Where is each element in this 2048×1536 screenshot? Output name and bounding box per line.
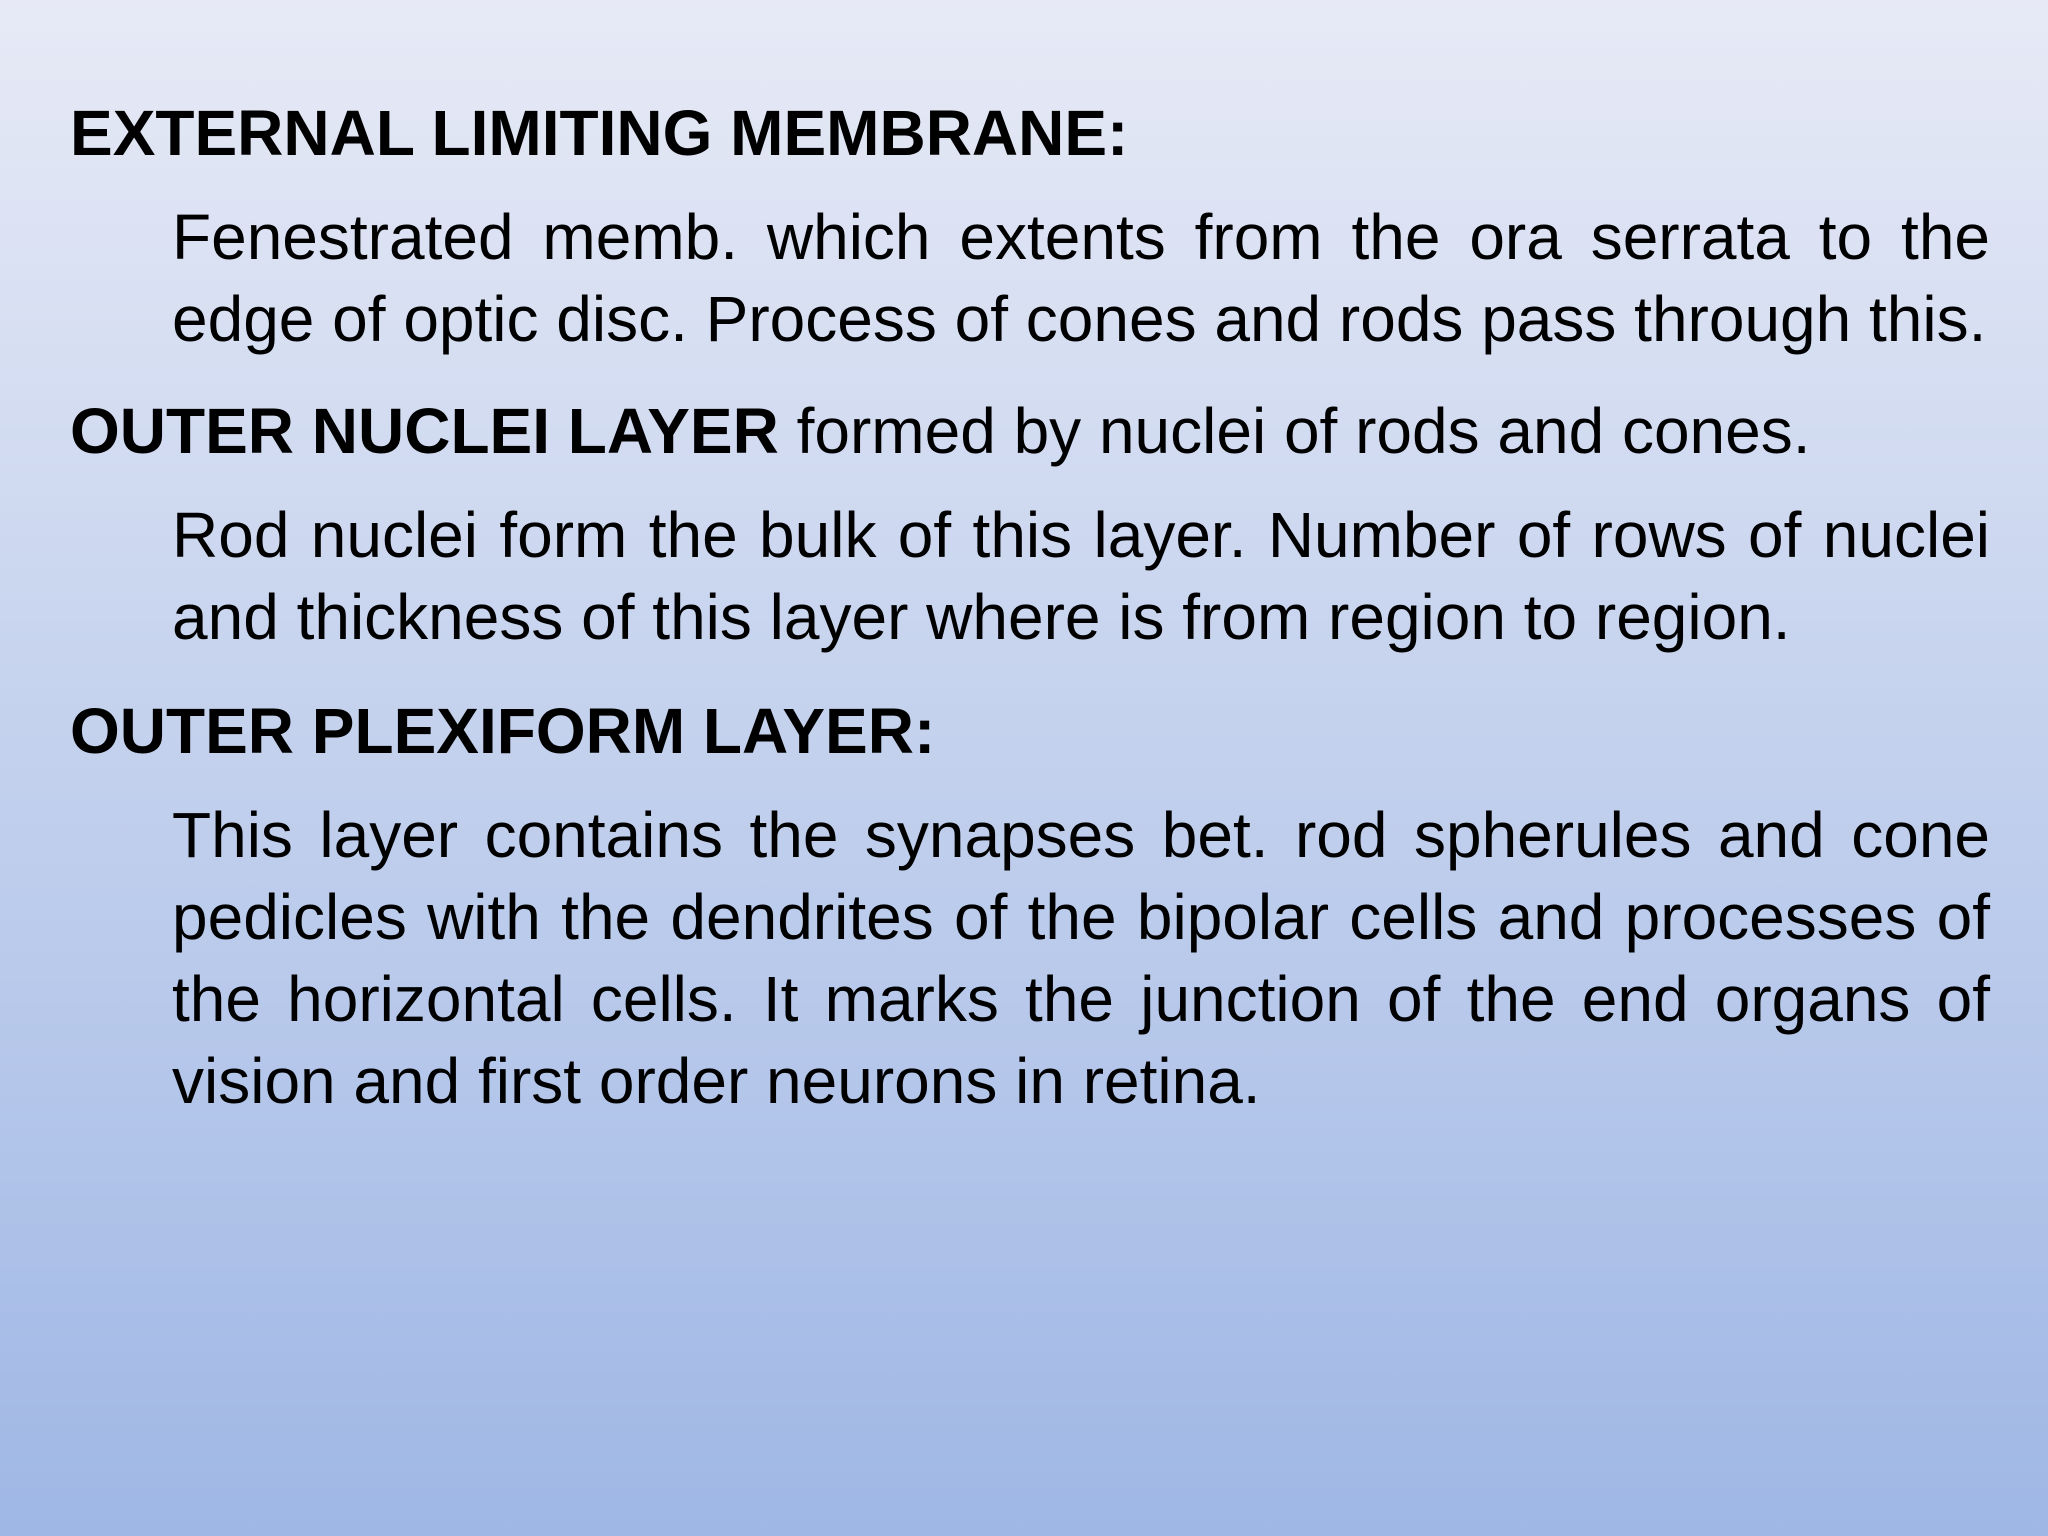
- heading-outer-plexiform-layer: [70, 690, 1990, 772]
- slide-content: [70, 92, 1990, 1122]
- heading-text: EXTERNAL LIMITING MEMBRANE:: [70, 97, 1129, 169]
- heading-outer-nuclei-layer: [70, 390, 1990, 472]
- heading-external-limiting-membrane: [70, 92, 1990, 174]
- heading-text: OUTER NUCLEI LAYER: [70, 395, 779, 467]
- paragraph-external-limiting-membrane: Fenestrated memb. which extents from the ora serrata to the edge of optic disc. Process of cones and rods pass through this.: [172, 201, 1990, 355]
- paragraph-outer-nuclei-layer: Rod nuclei form the bulk of this layer. Number of rows of nuclei and thickness of this layer where is from region to region.: [172, 499, 1990, 653]
- heading-continuation: formed by nuclei of rods and cones.: [778, 395, 1811, 467]
- paragraph-outer-plexiform-layer: This layer contains the synapses bet. rod spherules and cone pedicles with the dendrites of the bipolar cells and processes of the horizontal cells. It marks the junction of the end organs of vision and first order neurons in retina.: [172, 799, 1990, 1117]
- heading-text: OUTER PLEXIFORM LAYER:: [70, 695, 936, 767]
